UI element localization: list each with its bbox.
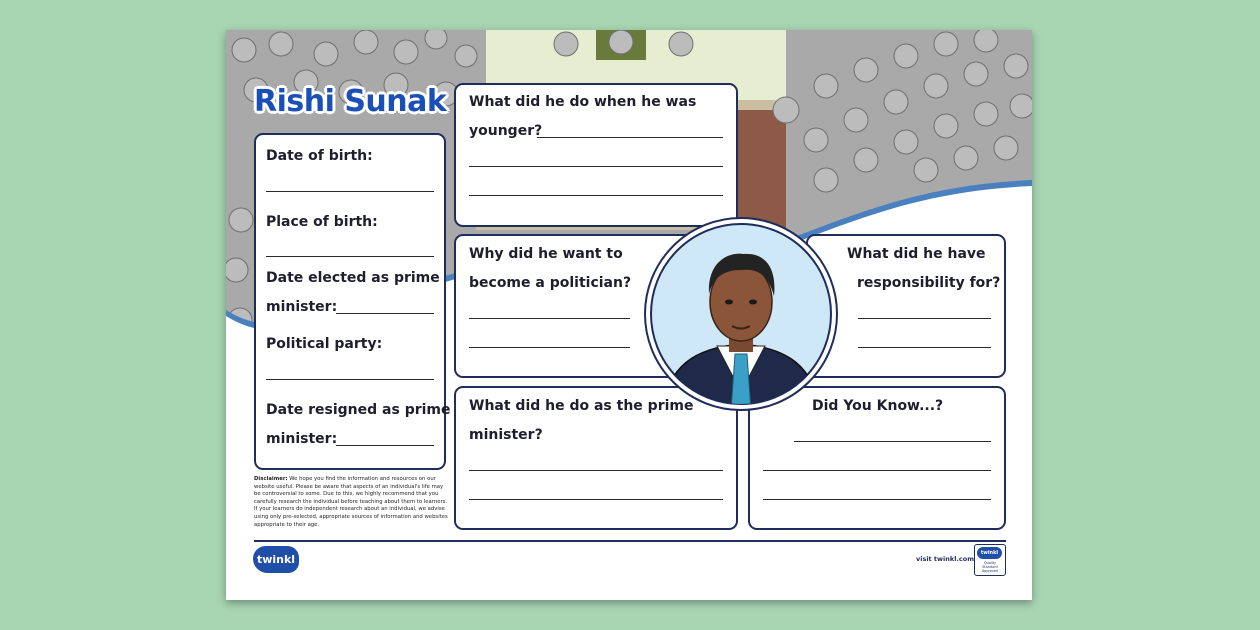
prime-minister-question-2: minister?	[469, 427, 543, 443]
responsibility-line-2[interactable]	[858, 347, 991, 348]
politician-question: Why did he want to	[469, 246, 623, 262]
responsibility-question: What did he have	[847, 246, 986, 262]
date-resigned-line[interactable]	[336, 445, 434, 446]
younger-line-2[interactable]	[469, 166, 723, 167]
responsibility-line-1[interactable]	[858, 318, 991, 319]
political-party-line[interactable]	[266, 379, 434, 380]
politician-line-2[interactable]	[469, 347, 630, 348]
place-of-birth-line[interactable]	[266, 256, 434, 257]
date-resigned-label: Date resigned as prime	[266, 402, 451, 418]
responsibility-question-2: responsibility for?	[857, 275, 1001, 291]
worksheet	[226, 30, 1032, 600]
footer-divider	[254, 540, 1006, 542]
badge-text: Quality Standard Approved	[981, 561, 999, 574]
younger-line-3[interactable]	[469, 195, 723, 196]
page-title: Rishi Sunak	[254, 84, 447, 119]
younger-question-2: younger?	[469, 123, 543, 139]
disclaimer-label: Disclaimer:	[254, 476, 288, 482]
political-party-label: Political party:	[266, 336, 383, 352]
prime-minister-question: What did he do as the prime	[469, 398, 694, 414]
date-of-birth-label: Date of birth:	[266, 148, 373, 164]
prime-minister-line-2[interactable]	[469, 499, 723, 500]
did-you-know-title: Did You Know...?	[812, 398, 944, 414]
prime-minister-line-1[interactable]	[469, 470, 723, 471]
date-elected-line[interactable]	[336, 313, 434, 314]
disclaimer-text: We hope you find the information and resources on our website useful. Please be aware that aspects of an individual's life may be controversial to some. Due to this, we highly recommend that you carefully research the individual before teaching about them to learners. If your learners do independent research about an individual, we advise using only pre-selected, appropriate sources of information and websites appropriate to their age.	[254, 476, 448, 528]
did-you-know-line-3[interactable]	[763, 499, 991, 500]
younger-question: What did he do when he was	[469, 94, 697, 110]
quality-badge-icon	[974, 544, 1006, 576]
date-elected-label-2: minister:	[266, 299, 338, 315]
politician-question-2: become a politician?	[469, 275, 632, 291]
did-you-know-line-1[interactable]	[794, 441, 991, 442]
did-you-know-line-2[interactable]	[763, 470, 991, 471]
place-of-birth-label: Place of birth:	[266, 214, 378, 230]
politician-line-1[interactable]	[469, 318, 630, 319]
date-of-birth-line[interactable]	[266, 191, 434, 192]
younger-line-1[interactable]	[537, 137, 723, 138]
visit-link[interactable]: visit twinkl.com	[916, 555, 975, 563]
date-elected-label: Date elected as prime	[266, 270, 440, 286]
badge-logo: twinkl	[977, 547, 1002, 559]
portrait	[643, 216, 839, 412]
disclaimer	[254, 476, 450, 529]
date-resigned-label-2: minister:	[266, 431, 338, 447]
twinkl-logo: twinkl	[253, 546, 299, 573]
